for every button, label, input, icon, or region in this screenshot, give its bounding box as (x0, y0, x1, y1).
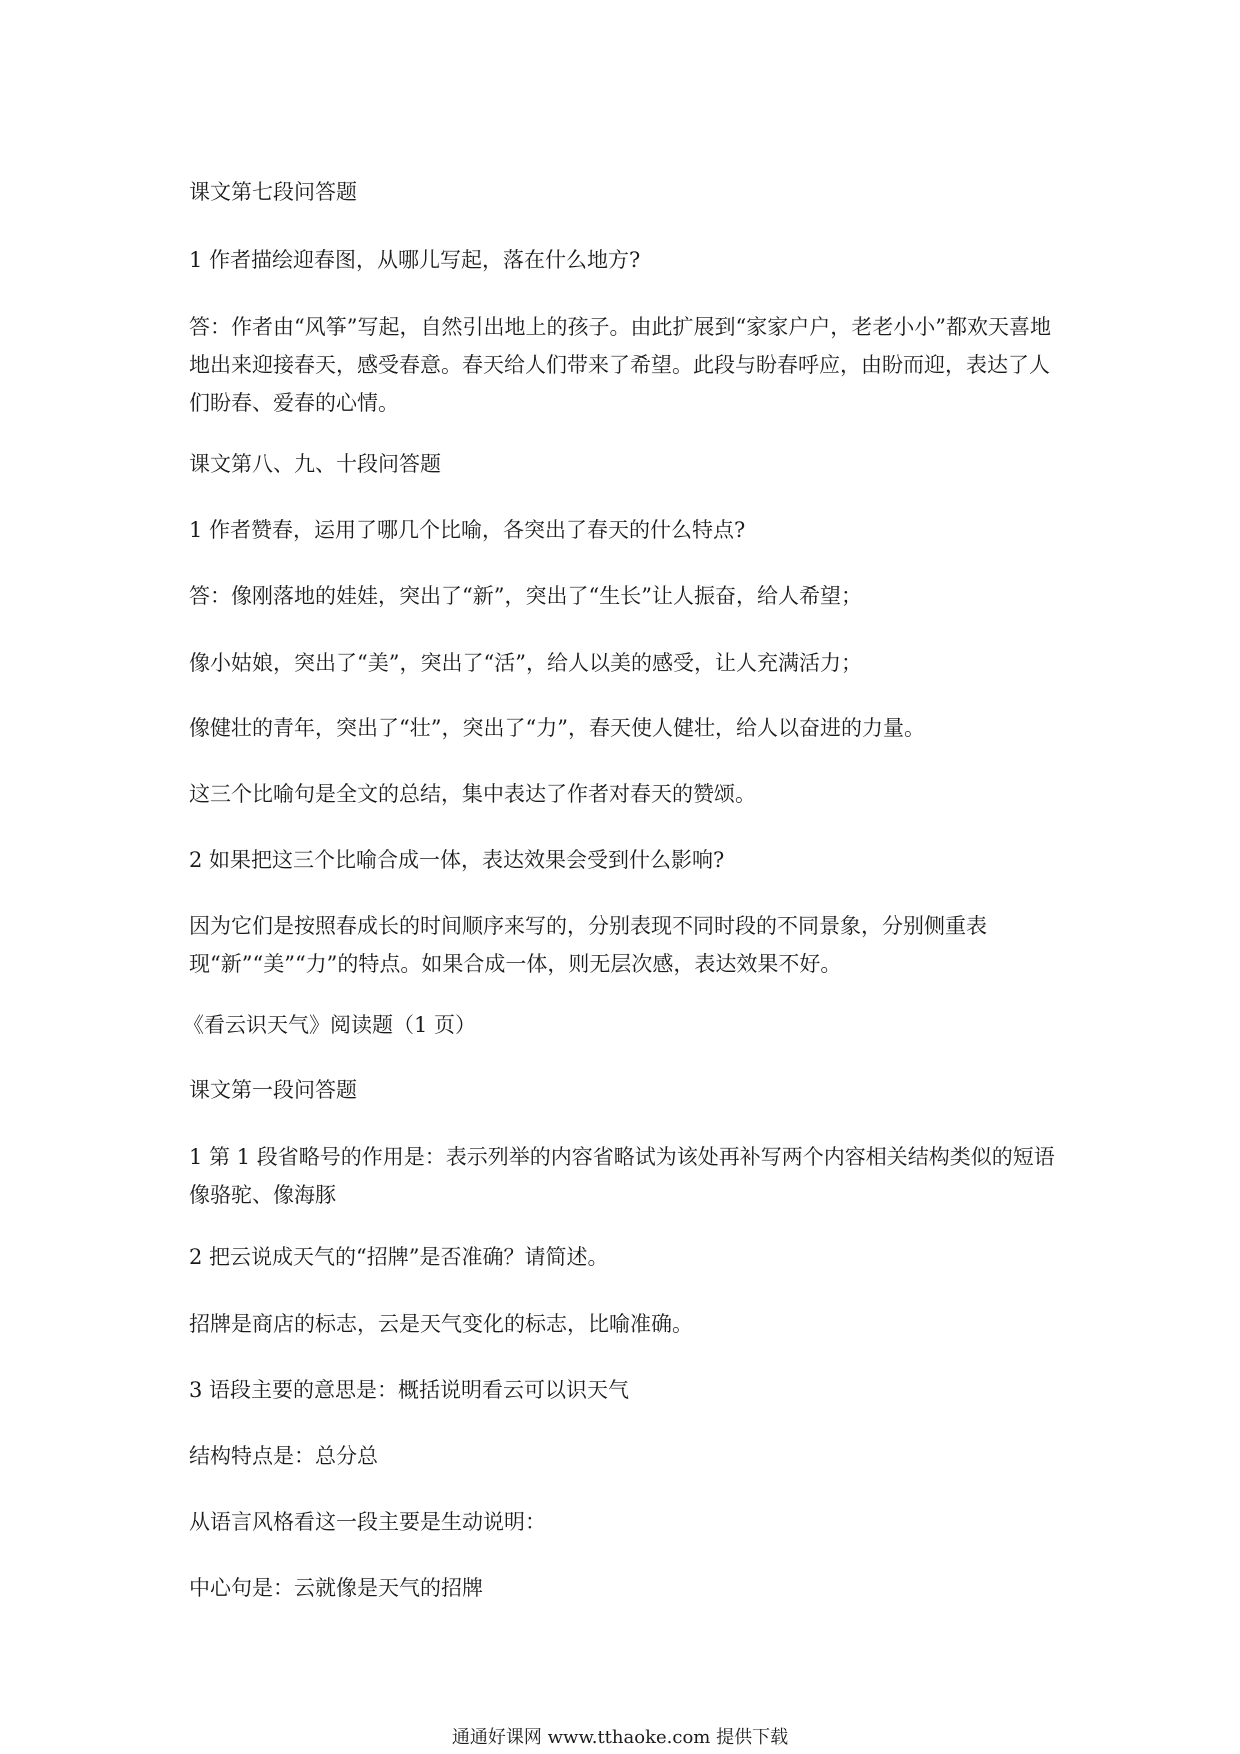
section-heading-paragraph-7: 课文第七段问答题 (189, 180, 357, 204)
reading-title: 《看云识天气》阅读题（1 页） (183, 1013, 477, 1037)
answer-paragraph: 从语言风格看这一段主要是生动说明： (189, 1510, 546, 1534)
answer-paragraph: 结构特点是：总分总 (189, 1444, 378, 1468)
question-paragraph: 2 把云说成天气的“招牌”是否准确？请简述。 (189, 1245, 609, 1269)
question-paragraph: 2 如果把这三个比喻合成一体，表达效果会受到什么影响? (189, 848, 725, 872)
question-paragraph: 1 作者描绘迎春图，从哪儿写起，落在什么地方? (189, 248, 641, 272)
answer-paragraph: 中心句是：云就像是天气的招牌 (189, 1576, 483, 1600)
answer-paragraph: 答：作者由“风筝”写起，自然引出地上的孩子。由此扩展到“家家户户，老老小小”都欢天喜地地出来迎接春天，感受春意。春天给人们带来了希望。此段与盼春呼应，由盼而迎，表达了人们盼春、爱春的心情。 (189, 315, 1051, 415)
answer-paragraph: 这三个比喻句是全文的总结，集中表达了作者对春天的赞颂。 (189, 782, 756, 806)
answer-paragraph: 答：像刚落地的娃娃，突出了“新”，突出了“生长”让人振奋，给人希望； (189, 584, 862, 608)
answer-paragraph: 招牌是商店的标志，云是天气变化的标志，比喻准确。 (189, 1312, 693, 1336)
page-footer: 通通好课网 www.tthaoke.com 提供下载 (451, 1727, 789, 1748)
question-paragraph: 1 作者赞春，运用了哪几个比喻，各突出了春天的什么特点? (189, 518, 746, 542)
question-paragraph: 3 语段主要的意思是：概括说明看云可以识天气 (189, 1378, 630, 1402)
answer-paragraph: 因为它们是按照春成长的时间顺序来写的，分别表现不同时段的不同景象，分别侧重表现“新”“美”“力”的特点。如果合成一体，则无层次感，表达效果不好。 (189, 914, 987, 976)
section-heading-paragraph-1: 课文第一段问答题 (189, 1078, 357, 1102)
answer-paragraph: 像健壮的青年，突出了“壮”，突出了“力”，春天使人健壮，给人以奋进的力量。 (189, 716, 925, 740)
section-heading-paragraph-8-10: 课文第八、九、十段问答题 (189, 452, 441, 476)
answer-paragraph: 像小姑娘，突出了“美”，突出了“活”，给人以美的感受，让人充满活力； (189, 651, 862, 675)
question-paragraph: 1 第 1 段省略号的作用是：表示列举的内容省略试为该处再补写两个内容相关结构类似的短语像骆驼、像海豚 (189, 1145, 1055, 1207)
